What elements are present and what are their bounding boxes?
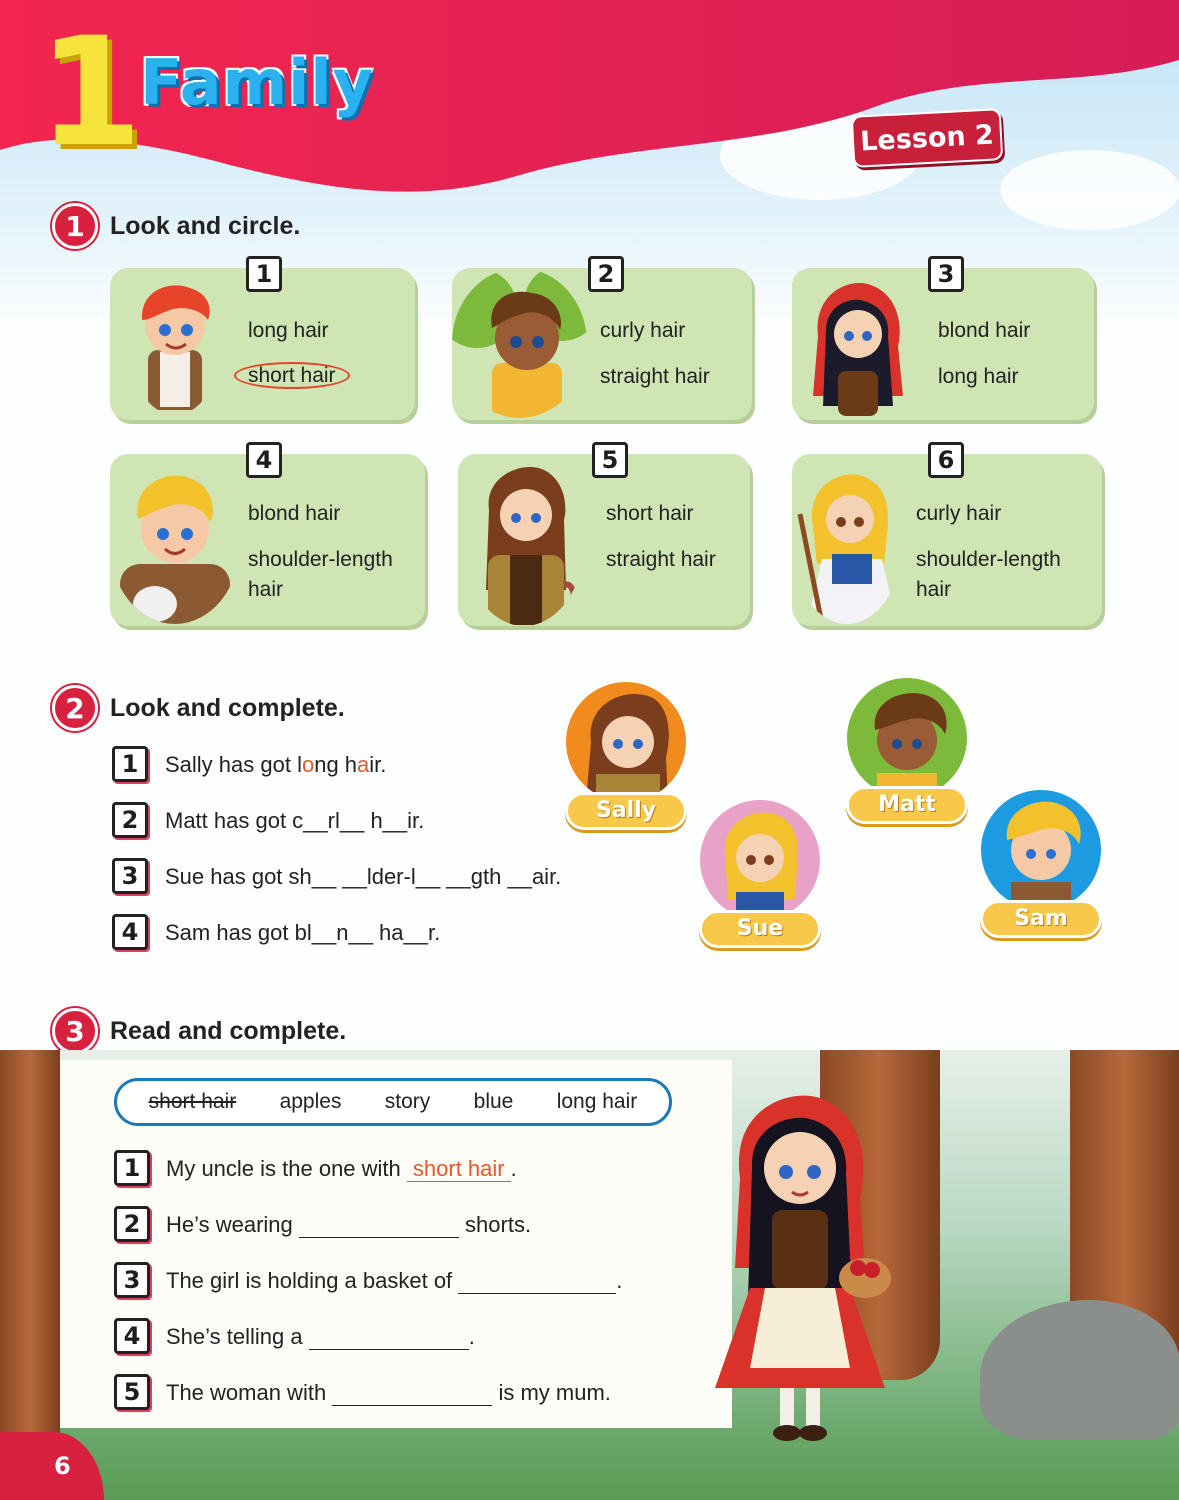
section-1-heading	[52, 203, 300, 249]
card-number: 1	[246, 256, 282, 292]
answer-blank[interactable]	[299, 1216, 459, 1238]
section-title: Look and complete.	[110, 693, 345, 722]
option-shoulder-length-hair[interactable]	[916, 545, 1061, 605]
picture-card-5	[458, 446, 750, 626]
option-line-1: shoulder-length	[916, 548, 1061, 571]
item-number: 1	[114, 1150, 150, 1186]
matt-name-tag: Matt	[846, 786, 968, 824]
option-curly-hair[interactable]: curly hair	[916, 502, 1002, 525]
picture-card-4	[110, 446, 425, 626]
sentence-3[interactable]: Sue has got sh__ __lder-l__ __gth __air.	[165, 864, 562, 889]
sentence-before: He’s wearing	[166, 1212, 293, 1237]
word-bank-item-used: short hair	[148, 1090, 237, 1113]
section-number: 3	[52, 1008, 98, 1054]
option-shoulder-length-hair[interactable]	[248, 545, 393, 605]
option-short-hair-circled[interactable]	[234, 361, 350, 391]
section-title: Read and complete.	[110, 1016, 347, 1045]
picture-card-3	[792, 260, 1094, 420]
answer-blank[interactable]	[332, 1384, 492, 1406]
sam-name-tag: Sam	[980, 900, 1102, 938]
page-number: 6	[0, 1432, 104, 1500]
option-blond-hair[interactable]: blond hair	[248, 502, 341, 525]
card-number: 3	[928, 256, 964, 292]
boy-blond-hair-wolf-illustration	[110, 464, 240, 624]
section-3-heading	[52, 1008, 346, 1054]
lesson-badge: Lesson 2	[851, 108, 1004, 168]
word-bank-item: long hair	[556, 1090, 638, 1113]
item-number: 3	[112, 858, 148, 894]
card-number: 4	[246, 442, 282, 478]
sentence-2[interactable]	[166, 1212, 531, 1238]
item-number: 2	[112, 802, 148, 838]
option-curly-hair[interactable]: curly hair	[600, 319, 686, 342]
sentence-after: .	[468, 1324, 475, 1349]
item-number: 5	[114, 1374, 150, 1410]
option-line-2: hair	[248, 578, 284, 601]
section-number: 2	[52, 685, 98, 731]
girl-blond-hair-illustration	[792, 464, 902, 624]
sentence-4[interactable]: Sam has got bl__n__ ha__r.	[165, 920, 441, 945]
filled-answer: short hair	[407, 1156, 511, 1182]
item-number: 4	[114, 1318, 150, 1354]
red-riding-hood-girl-illustration	[700, 1088, 900, 1448]
sally-name-tag: Sally	[565, 792, 687, 830]
girl-red-hood-illustration	[798, 276, 918, 420]
sentence-after: .	[616, 1268, 623, 1293]
boy-curly-hair-illustration	[452, 268, 587, 418]
card-number: 2	[588, 256, 624, 292]
sentence-before: My uncle is the one with	[166, 1156, 401, 1181]
answer-blank[interactable]	[458, 1272, 616, 1294]
rock	[980, 1300, 1179, 1440]
sentence-4[interactable]	[166, 1324, 475, 1350]
filled-letter: a	[357, 752, 370, 777]
option-long-hair[interactable]: long hair	[248, 319, 329, 342]
option-straight-hair[interactable]: straight hair	[606, 548, 716, 571]
sentence-before: The woman with	[166, 1380, 327, 1405]
option-long-hair[interactable]: long hair	[938, 365, 1019, 388]
word-bank-item: blue	[473, 1090, 514, 1113]
section-number: 1	[52, 203, 98, 249]
sentence-before: The girl is holding a basket of	[166, 1268, 453, 1293]
section-2-heading	[52, 685, 345, 731]
sentence-1[interactable]	[165, 752, 386, 778]
option-short-hair[interactable]: short hair	[606, 502, 694, 525]
card-number: 6	[928, 442, 964, 478]
word-bank-item: apples	[279, 1090, 342, 1113]
item-number: 4	[112, 914, 148, 950]
picture-card-6	[792, 446, 1102, 626]
sentence-2[interactable]: Matt has got c__rl__ h__ir.	[165, 808, 425, 833]
card-number: 5	[592, 442, 628, 478]
option-straight-hair[interactable]: straight hair	[600, 365, 710, 388]
section-title: Look and circle.	[110, 211, 301, 240]
sam-portrait	[981, 790, 1101, 910]
item-number: 3	[114, 1262, 150, 1298]
answer-blank[interactable]	[309, 1328, 469, 1350]
matt-portrait	[847, 678, 967, 798]
sentence-3[interactable]	[166, 1268, 622, 1294]
word-bank-item: story	[384, 1090, 431, 1113]
sentence-after: is my mum.	[498, 1380, 611, 1405]
option-line-1: shoulder-length	[248, 548, 393, 571]
sue-portrait	[700, 800, 820, 920]
word-bank	[114, 1078, 672, 1126]
boy-red-hair-illustration	[130, 280, 220, 415]
filled-letter: o	[301, 752, 315, 777]
sentence-after: shorts.	[465, 1212, 532, 1237]
option-line-2: hair	[916, 578, 952, 601]
sentence-1[interactable]	[166, 1156, 517, 1182]
unit-title: Family	[140, 46, 375, 119]
woman-long-brown-hair-illustration	[464, 460, 584, 626]
picture-card-1	[110, 260, 415, 420]
sentence-after: .	[510, 1156, 517, 1181]
sentence-part: ir.	[369, 752, 387, 777]
sue-name-tag: Sue	[699, 910, 821, 948]
sentence-before: She’s telling a	[166, 1324, 303, 1349]
sentence-part: ng h	[314, 752, 358, 777]
option-blond-hair[interactable]: blond hair	[938, 319, 1031, 342]
item-number: 2	[114, 1206, 150, 1242]
picture-card-2	[452, 260, 752, 420]
circled-answer: short hair	[234, 362, 350, 389]
unit-number: 1	[38, 6, 143, 180]
item-number: 1	[112, 746, 148, 782]
sentence-part: Sally has got l	[165, 752, 302, 777]
sally-portrait	[566, 682, 686, 802]
sentence-5[interactable]	[166, 1380, 611, 1406]
